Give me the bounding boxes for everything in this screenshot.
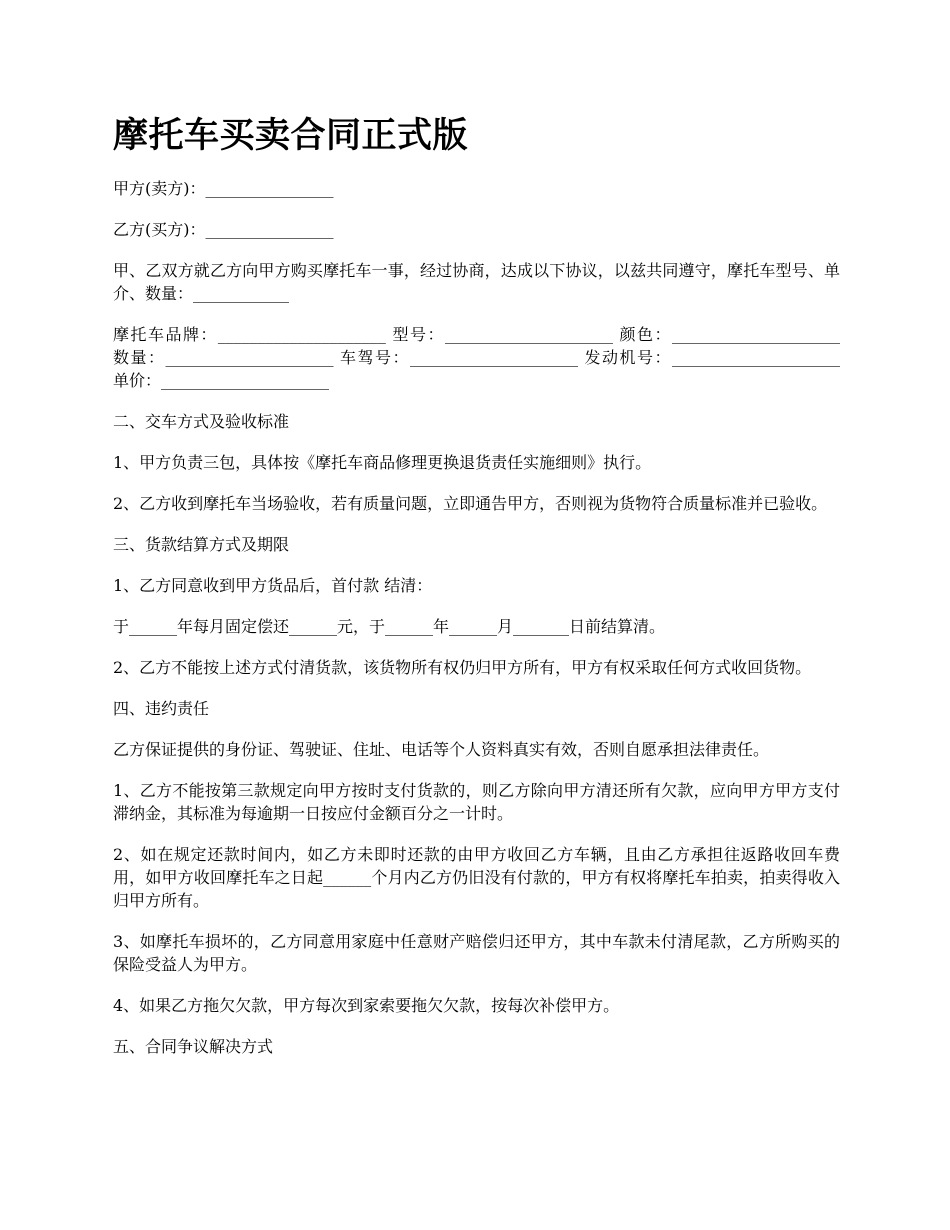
motorcycle-details-paragraph: 摩托车品牌：_____________________ 型号：_____________________ 颜色：_____________________ 数量：_____________________ 车驾号：_____________________ 发动机号：_____________________ 单价：_____________________ (113, 325, 840, 390)
section-heading-dispute: 五、合同争议解决方式 (113, 1037, 274, 1056)
clause-delivery-1: 1、甲方负责三包，具体按《摩托车商品修理更换退货责任实施细则》执行。 (113, 453, 652, 472)
document-page (113, 112, 840, 1076)
section-heading-delivery: 二、交车方式及验收标准 (113, 412, 290, 431)
intro-paragraph: 甲、乙双方就乙方向甲方购买摩托车一事，经过协商，达成以下协议，以兹共同遵守，摩托车型号、单介、数量：____________ (113, 261, 840, 303)
clause-payment-schedule: 于______年每月固定偿还______元，于______年______月_______日前结算清。 (113, 617, 666, 636)
clause-payment-1: 1、乙方同意收到甲方货品后，首付款 结清： (113, 576, 433, 595)
clause-liability-1: 1、乙方不能按第三款规定向甲方按时支付货款的，则乙方除向甲方清还所有欠款，应向甲方甲方支付滞纳金，其标准为每逾期一日按应付金额百分之一计时。 (113, 781, 840, 823)
document-title: 摩托车买卖合同正式版 (113, 116, 469, 156)
party-b-line: 乙方(买方)：________________ (113, 220, 334, 239)
party-a-line: 甲方(卖方)：________________ (113, 179, 334, 198)
clause-liability-3: 3、如摩托车损坏的，乙方同意用家庭中任意财产赔偿归还甲方，其中车款未付清尾款，乙方所购买的保险受益人为甲方。 (113, 932, 840, 974)
clause-payment-2: 2、乙方不能按上述方式付清货款，该货物所有权仍归甲方所有，甲方有权采取任何方式收回货物。 (113, 658, 812, 677)
clause-liability-4: 4、如果乙方拖欠欠款，甲方每次到家索要拖欠欠款，按每次补偿甲方。 (113, 996, 620, 1015)
clause-liability-2: 2、如在规定还款时间内，如乙方未即时还款的由甲方收回乙方车辆，且由乙方承担往返路收回车费用，如甲方收回摩托车之日起______个月内乙方仍旧没有付款的，甲方有权将摩托车拍卖，拍卖得收入归甲方所有。 (113, 845, 840, 910)
clause-delivery-2: 2、乙方收到摩托车当场验收，若有质量问题，立即通告甲方，否则视为货物符合质量标准并已验收。 (113, 494, 828, 513)
clause-liability-guarantee: 乙方保证提供的身份证、驾驶证、住址、电话等个人资料真实有效，否则自愿承担法律责任。 (113, 740, 770, 759)
section-heading-payment: 三、货款结算方式及期限 (113, 535, 290, 554)
section-heading-liability: 四、违约责任 (113, 699, 210, 718)
